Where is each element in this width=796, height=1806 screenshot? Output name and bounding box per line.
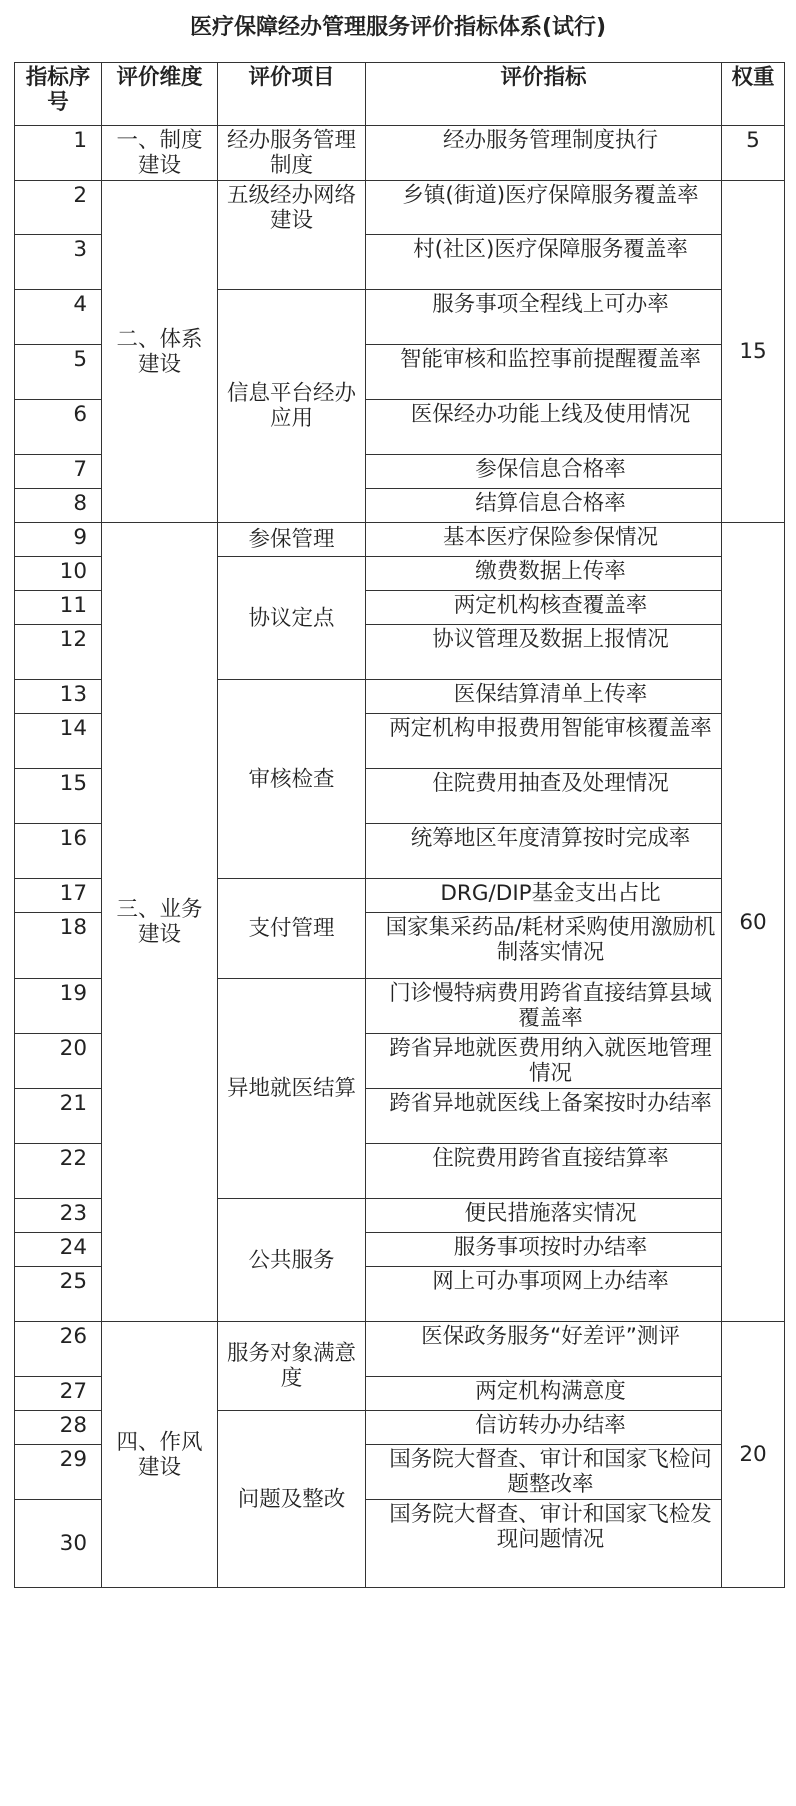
row-index: 14 xyxy=(15,714,102,769)
row-index: 18 xyxy=(15,913,102,979)
row-index: 21 xyxy=(15,1089,102,1144)
indicator-cell: 协议管理及数据上报情况 xyxy=(366,625,722,680)
indicator-cell: 结算信息合格率 xyxy=(366,489,722,523)
indicator-cell: 住院费用抽查及处理情况 xyxy=(366,769,722,824)
table-row xyxy=(15,126,785,181)
item-cell: 五级经办网络建设 xyxy=(218,181,366,290)
header-dimension: 评价维度 xyxy=(102,63,218,126)
dimension-cell: 四、作风建设 xyxy=(102,1322,218,1588)
item-cell: 信息平台经办应用 xyxy=(218,290,366,523)
row-index: 28 xyxy=(15,1411,102,1445)
row-index: 1 xyxy=(15,126,102,181)
indicator-cell: 国务院大督查、审计和国家飞检发现问题情况 xyxy=(366,1500,722,1588)
indicator-cell: 国家集采药品/耗材采购使用激励机制落实情况 xyxy=(366,913,722,979)
indicator-cell: 国务院大督查、审计和国家飞检问题整改率 xyxy=(366,1445,722,1500)
row-index: 10 xyxy=(15,557,102,591)
table-row xyxy=(15,1322,785,1377)
row-index: 5 xyxy=(15,345,102,400)
item-cell: 问题及整改 xyxy=(218,1411,366,1588)
row-index: 20 xyxy=(15,1034,102,1089)
indicator-cell: 两定机构满意度 xyxy=(366,1377,722,1411)
indicator-cell: 门诊慢特病费用跨省直接结算县域覆盖率 xyxy=(366,979,722,1034)
row-index: 24 xyxy=(15,1233,102,1267)
indicator-cell: 服务事项全程线上可办率 xyxy=(366,290,722,345)
item-cell: 审核检查 xyxy=(218,680,366,879)
indicator-cell: 跨省异地就医线上备案按时办结率 xyxy=(366,1089,722,1144)
row-index: 25 xyxy=(15,1267,102,1322)
indicator-cell: DRG/DIP基金支出占比 xyxy=(366,879,722,913)
indicator-cell: 两定机构申报费用智能审核覆盖率 xyxy=(366,714,722,769)
item-cell: 参保管理 xyxy=(218,523,366,557)
indicator-cell: 医保经办功能上线及使用情况 xyxy=(366,400,722,455)
indicator-cell: 乡镇(街道)医疗保障服务覆盖率 xyxy=(366,181,722,235)
indicator-cell: 村(社区)医疗保障服务覆盖率 xyxy=(366,235,722,290)
indicator-cell: 参保信息合格率 xyxy=(366,455,722,489)
row-index: 26 xyxy=(15,1322,102,1377)
weight-cell: 5 xyxy=(722,126,785,181)
weight-cell: 15 xyxy=(722,181,785,523)
row-index: 13 xyxy=(15,680,102,714)
row-index: 8 xyxy=(15,489,102,523)
row-index: 11 xyxy=(15,591,102,625)
row-index: 2 xyxy=(15,181,102,235)
dimension-cell: 一、制度建设 xyxy=(102,126,218,181)
indicator-cell: 经办服务管理制度执行 xyxy=(366,126,722,181)
indicator-cell: 信访转办办结率 xyxy=(366,1411,722,1445)
row-index: 16 xyxy=(15,824,102,879)
row-index: 29 xyxy=(15,1445,102,1500)
row-index: 27 xyxy=(15,1377,102,1411)
row-index: 19 xyxy=(15,979,102,1034)
row-index: 7 xyxy=(15,455,102,489)
indicator-cell: 跨省异地就医费用纳入就医地管理情况 xyxy=(366,1034,722,1089)
indicator-cell: 医保结算清单上传率 xyxy=(366,680,722,714)
indicator-table xyxy=(14,62,785,1588)
dimension-cell: 三、业务建设 xyxy=(102,523,218,1322)
page-title: 医疗保障经办管理服务评价指标体系(试行) xyxy=(189,15,607,40)
row-index: 9 xyxy=(15,523,102,557)
row-index: 22 xyxy=(15,1144,102,1199)
header-indicator: 评价指标 xyxy=(366,63,722,126)
weight-cell: 20 xyxy=(722,1322,785,1588)
indicator-cell: 基本医疗保险参保情况 xyxy=(366,523,722,557)
table-row xyxy=(15,181,785,235)
row-index: 23 xyxy=(15,1199,102,1233)
dimension-cell: 二、体系建设 xyxy=(102,181,218,523)
item-cell: 公共服务 xyxy=(218,1199,366,1322)
item-cell: 异地就医结算 xyxy=(218,979,366,1199)
indicator-cell: 网上可办事项网上办结率 xyxy=(366,1267,722,1322)
row-index: 15 xyxy=(15,769,102,824)
indicator-cell: 住院费用跨省直接结算率 xyxy=(366,1144,722,1199)
row-index: 3 xyxy=(15,235,102,290)
indicator-cell: 两定机构核查覆盖率 xyxy=(366,591,722,625)
header-item: 评价项目 xyxy=(218,63,366,126)
indicator-cell: 医保政务服务“好差评”测评 xyxy=(366,1322,722,1377)
weight-cell: 60 xyxy=(722,523,785,1322)
table-row xyxy=(15,523,785,557)
item-cell: 协议定点 xyxy=(218,557,366,680)
item-cell: 服务对象满意度 xyxy=(218,1322,366,1411)
row-index: 6 xyxy=(15,400,102,455)
item-cell: 经办服务管理制度 xyxy=(218,126,366,181)
header-weight: 权重 xyxy=(722,63,785,126)
indicator-cell: 服务事项按时办结率 xyxy=(366,1233,722,1267)
row-index: 30 xyxy=(15,1500,102,1588)
row-index: 17 xyxy=(15,879,102,913)
item-cell: 支付管理 xyxy=(218,879,366,979)
indicator-cell: 智能审核和监控事前提醒覆盖率 xyxy=(366,345,722,400)
table-header-row xyxy=(15,63,785,126)
indicator-cell: 便民措施落实情况 xyxy=(366,1199,722,1233)
indicator-cell: 统筹地区年度清算按时完成率 xyxy=(366,824,722,879)
header-index: 指标序号 xyxy=(15,63,102,126)
row-index: 12 xyxy=(15,625,102,680)
row-index: 4 xyxy=(15,290,102,345)
indicator-cell: 缴费数据上传率 xyxy=(366,557,722,591)
